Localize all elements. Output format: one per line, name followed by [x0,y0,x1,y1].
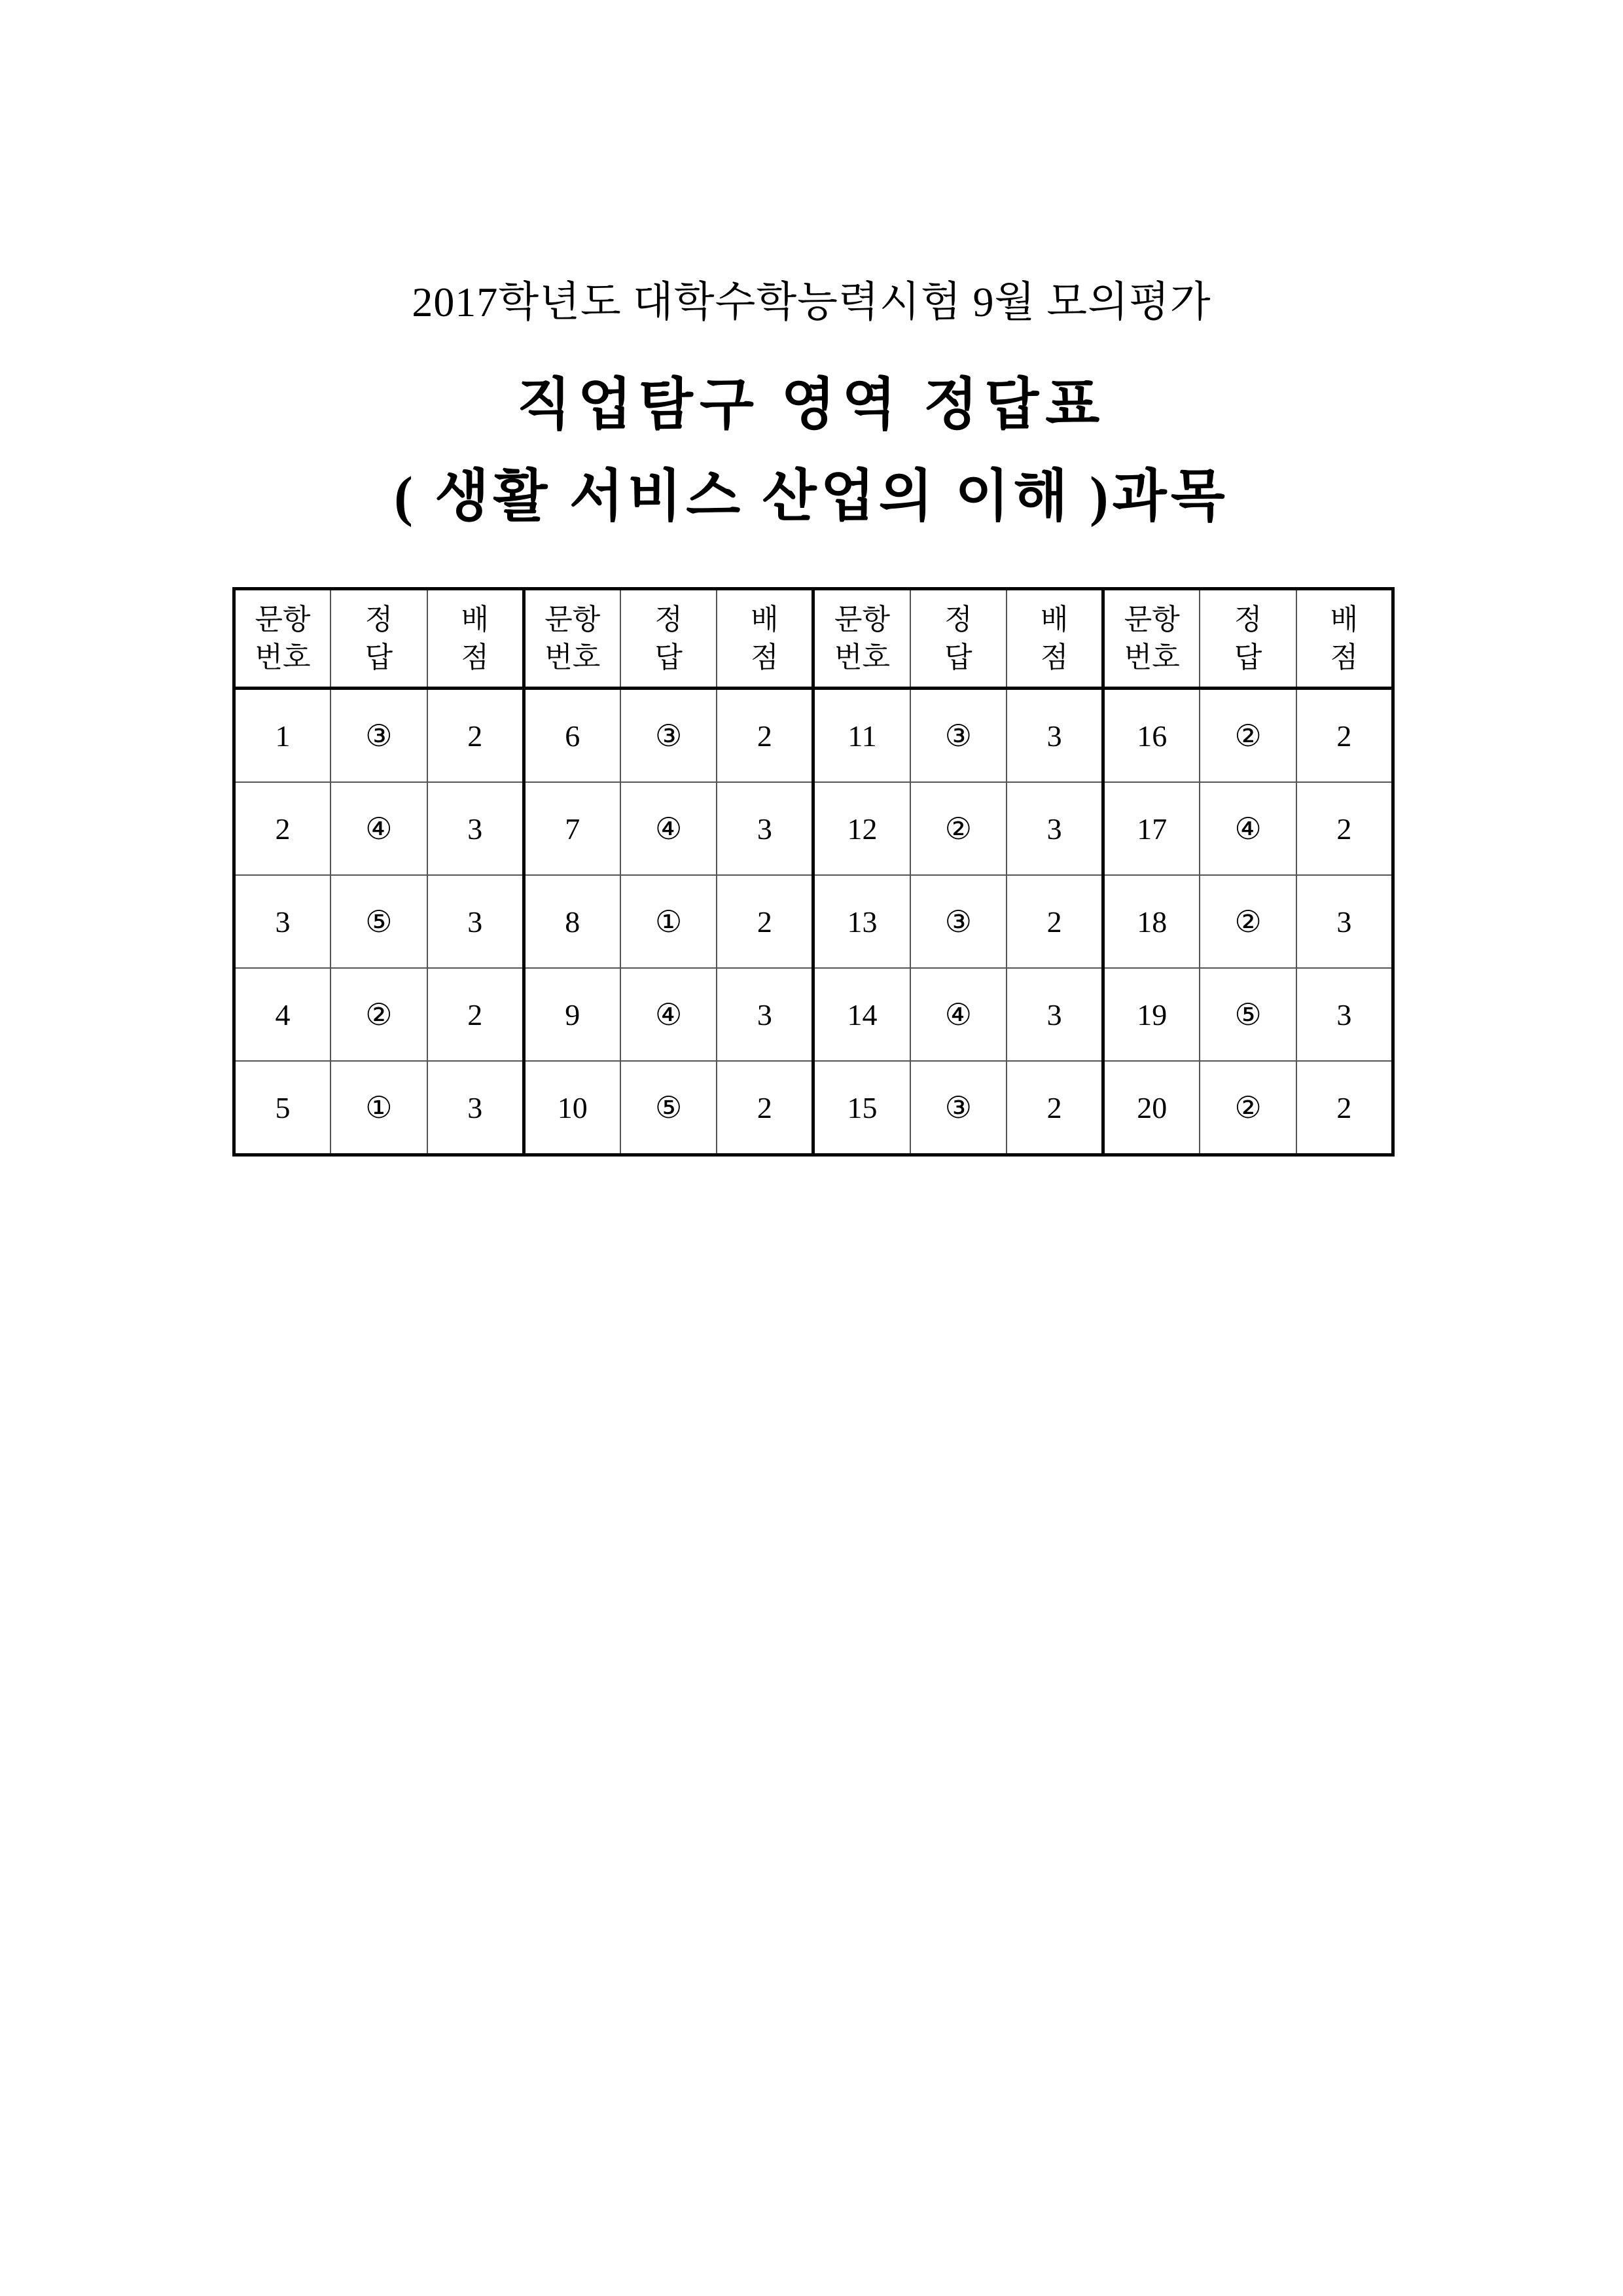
question-number-cell: 4 [234,968,331,1061]
question-number-cell: 6 [524,689,620,783]
header-score: 배 점 [1007,589,1103,689]
header-score: 배 점 [427,589,524,689]
score-cell: 2 [717,875,813,968]
question-number-cell: 10 [524,1061,620,1155]
question-number-cell: 19 [1103,968,1200,1061]
table-row [234,1061,1393,1155]
question-number-cell: 20 [1103,1061,1200,1155]
answer-table-body [234,689,1393,1155]
answer-table [232,587,1395,1157]
table-header-row [234,589,1393,689]
question-number-cell: 2 [234,782,331,875]
answer-cell: ③ [620,689,717,783]
answer-cell: ⑤ [620,1061,717,1155]
answer-cell: ② [910,782,1007,875]
answer-cell: ④ [910,968,1007,1061]
answer-cell: ② [1200,875,1296,968]
score-cell: 2 [717,1061,813,1155]
question-number-cell: 16 [1103,689,1200,783]
question-number-cell: 12 [813,782,910,875]
header-question-number: 문항 번호 [234,589,331,689]
answer-cell: ③ [910,875,1007,968]
score-cell: 2 [427,968,524,1061]
answer-cell: ④ [620,968,717,1061]
question-number-cell: 18 [1103,875,1200,968]
score-cell: 3 [717,782,813,875]
score-cell: 3 [1007,689,1103,783]
answer-cell: ③ [330,689,427,783]
score-cell: 3 [1007,968,1103,1061]
header-score: 배 점 [717,589,813,689]
question-number-cell: 5 [234,1061,331,1155]
answer-cell: ⑤ [1200,968,1296,1061]
header-question-number: 문항 번호 [524,589,620,689]
score-cell: 2 [717,689,813,783]
score-cell: 2 [1296,782,1393,875]
header-answer: 정 답 [330,589,427,689]
question-number-cell: 17 [1103,782,1200,875]
question-number-cell: 9 [524,968,620,1061]
answer-cell: ③ [910,1061,1007,1155]
header-answer: 정 답 [1200,589,1296,689]
header-answer: 정 답 [620,589,717,689]
header-question-number: 문항 번호 [813,589,910,689]
question-number-cell: 13 [813,875,910,968]
question-number-cell: 7 [524,782,620,875]
score-cell: 3 [1007,782,1103,875]
question-number-cell: 11 [813,689,910,783]
answer-cell: ③ [910,689,1007,783]
score-cell: 2 [1007,875,1103,968]
score-cell: 2 [427,689,524,783]
exam-subtitle: 2017학년도 대학수학능력시험 9월 모의평가 [412,279,1211,325]
header-question-number: 문항 번호 [1103,589,1200,689]
score-cell: 2 [1007,1061,1103,1155]
header-answer: 정 답 [910,589,1007,689]
answer-cell: ② [1200,1061,1296,1155]
answer-cell: ④ [330,782,427,875]
score-cell: 2 [1296,689,1393,783]
question-number-cell: 14 [813,968,910,1061]
subject-title: ( 생활 서비스 산업의 이해 )과목 [394,465,1229,528]
answer-cell: ⑤ [330,875,427,968]
score-cell: 3 [1296,968,1393,1061]
table-row [234,782,1393,875]
header-score: 배 점 [1296,589,1393,689]
question-number-cell: 3 [234,875,331,968]
score-cell: 3 [427,782,524,875]
score-cell: 3 [717,968,813,1061]
table-row [234,689,1393,783]
score-cell: 3 [427,875,524,968]
table-row [234,968,1393,1061]
score-cell: 3 [427,1061,524,1155]
question-number-cell: 15 [813,1061,910,1155]
question-number-cell: 1 [234,689,331,783]
answer-cell: ④ [620,782,717,875]
answer-cell: ① [620,875,717,968]
table-row [234,875,1393,968]
answer-cell: ② [1200,689,1296,783]
answer-cell: ④ [1200,782,1296,875]
answer-cell: ① [330,1061,427,1155]
score-cell: 3 [1296,875,1393,968]
page-title: 직업탐구 영역 정답표 [516,373,1107,436]
question-number-cell: 8 [524,875,620,968]
score-cell: 2 [1296,1061,1393,1155]
answer-cell: ② [330,968,427,1061]
